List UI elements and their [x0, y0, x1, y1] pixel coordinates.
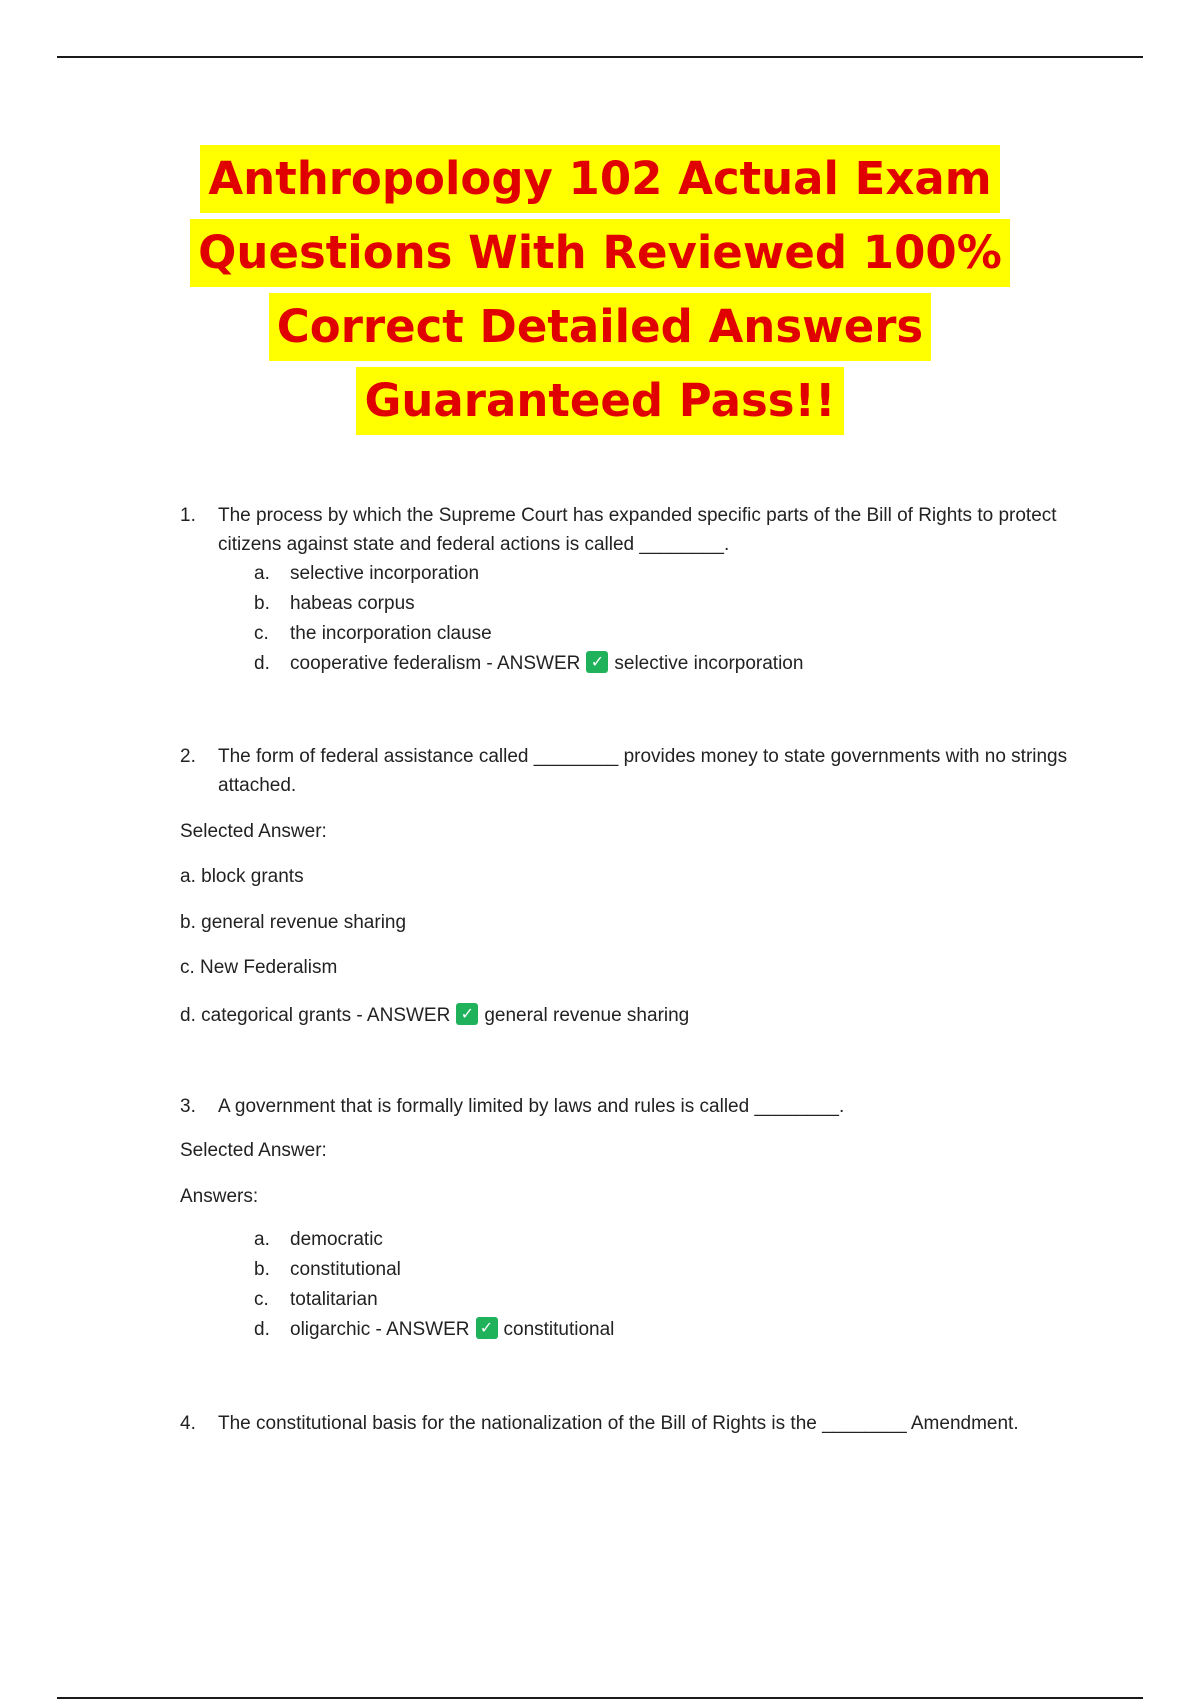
question-text: The process by which the Supreme Court has expanded specific parts of the Bill of Rights to protect citizens against state and federal actions is called ________. [218, 505, 1057, 555]
option-d [254, 1315, 1100, 1345]
option-text: totalitarian [290, 1289, 378, 1310]
option-text: selective incorporation [290, 563, 480, 584]
option-a [254, 559, 1100, 589]
option-text [290, 1315, 614, 1345]
option-text [290, 649, 803, 679]
question-number: 3. [180, 1096, 196, 1117]
option-c [254, 619, 1100, 649]
option-d [180, 1001, 689, 1030]
option-letter: d. [254, 653, 270, 674]
question-text: A government that is formally limited by laws and rules is called ________. [218, 1096, 845, 1117]
question-text: The constitutional basis for the nationalization of the Bill of Rights is the ________ Amendment. [218, 1413, 1019, 1434]
option-text: democratic [290, 1229, 383, 1250]
document-title [0, 145, 1200, 441]
title-line-text: Guaranteed Pass!! [356, 367, 843, 435]
option-answer-prefix: d. categorical grants - ANSWER [180, 1005, 451, 1026]
option-letter: d. [254, 1319, 270, 1340]
option-c [254, 1285, 1100, 1315]
selected-answer-label: Selected Answer: [180, 821, 327, 842]
question-1 [180, 501, 1100, 679]
question-number: 4. [180, 1413, 196, 1434]
option-b [254, 1255, 1100, 1285]
check-icon: ✓ [586, 651, 608, 673]
option-letter: c. [254, 1289, 269, 1310]
option-b: b. general revenue sharing [180, 912, 407, 933]
option-b [254, 589, 1100, 619]
title-line [0, 367, 1200, 435]
header-rule [57, 56, 1143, 58]
option-text: constitutional [290, 1259, 401, 1280]
option-letter: b. [254, 1259, 270, 1280]
title-line [0, 219, 1200, 287]
question-4 [180, 1409, 1100, 1438]
title-line [0, 145, 1200, 213]
question-2 [180, 742, 1100, 800]
option-letter: a. [254, 1229, 270, 1250]
option-letter: b. [254, 593, 270, 614]
option-text: habeas corpus [290, 593, 415, 614]
title-line-text: Correct Detailed Answers [269, 293, 931, 361]
footer-rule [57, 1697, 1143, 1699]
title-line [0, 293, 1200, 361]
question-number: 2. [180, 746, 196, 767]
check-icon: ✓ [476, 1317, 498, 1339]
title-line-text: Questions With Reviewed 100% [190, 219, 1010, 287]
option-answer-prefix: cooperative federalism - ANSWER [290, 653, 581, 674]
option-letter: a. [254, 563, 270, 584]
correct-answer: constitutional [503, 1319, 615, 1340]
question-3-options [180, 1225, 1100, 1345]
answers-label: Answers: [180, 1186, 259, 1207]
option-a [254, 1225, 1100, 1255]
option-a: a. block grants [180, 866, 304, 887]
selected-answer-label: Selected Answer: [180, 1140, 327, 1161]
check-icon: ✓ [456, 1003, 478, 1025]
correct-answer: general revenue sharing [484, 1005, 690, 1026]
question-text: The form of federal assistance called ________ provides money to state governments with no strings attached. [218, 746, 1068, 796]
title-line-text: Anthropology 102 Actual Exam [200, 145, 999, 213]
option-answer-prefix: oligarchic - ANSWER [290, 1319, 470, 1340]
correct-answer: selective incorporation [614, 653, 804, 674]
option-c: c. New Federalism [180, 957, 338, 978]
option-letter: c. [254, 623, 269, 644]
option-d [254, 649, 1100, 679]
option-text: the incorporation clause [290, 623, 492, 644]
question-number: 1. [180, 505, 196, 526]
question-3 [180, 1092, 1100, 1121]
